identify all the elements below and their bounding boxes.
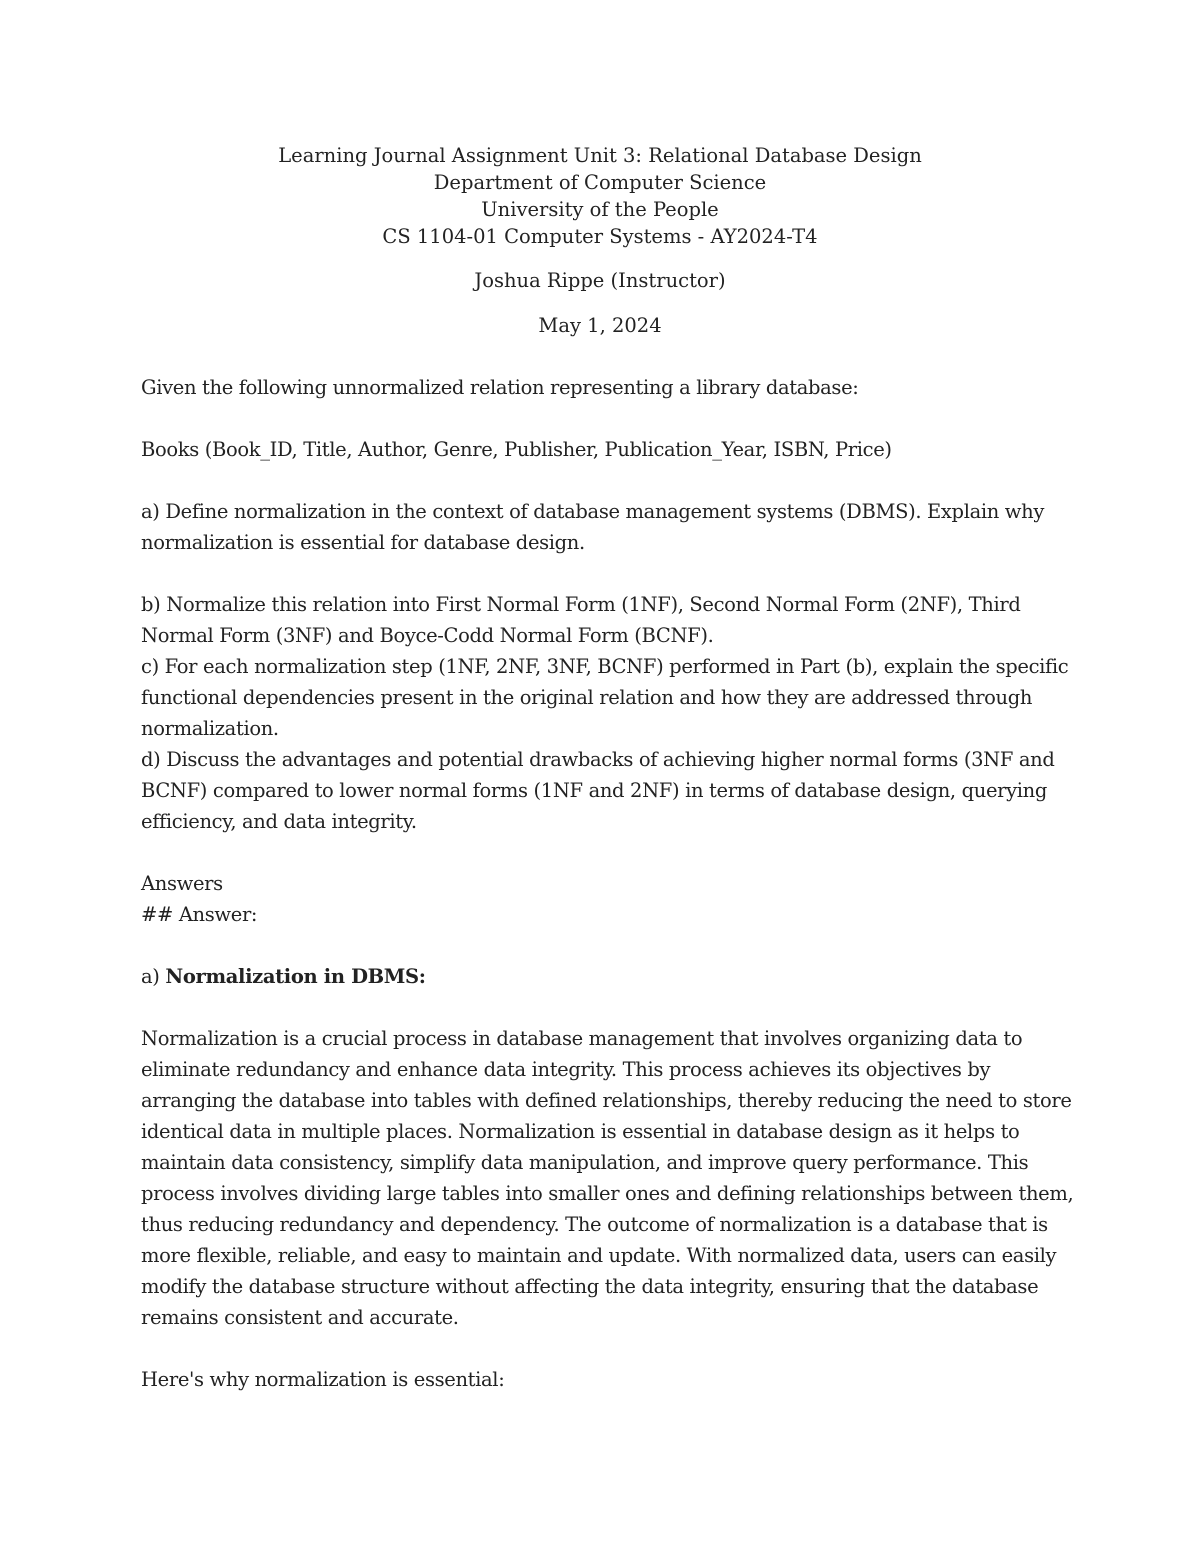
date: May 1, 2024	[538, 314, 662, 337]
course: CS 1104-01 Computer Systems - AY2024-T4	[382, 225, 818, 248]
university: University of the People	[481, 198, 719, 221]
why-essential-line: Here's why normalization is essential:	[141, 1368, 505, 1391]
relation-schema: Books (Book_ID, Title, Author, Genre, Publisher, Publication_Year, ISBN, Price)	[141, 438, 892, 461]
answer-a-heading	[141, 961, 1076, 992]
department: Department of Computer Science	[433, 171, 767, 194]
assignment-title: Learning Journal Assignment Unit 3: Relational Database Design	[278, 144, 922, 167]
answer-a-paragraph: Normalization is a crucial process in database management that involves organizing data to eliminate redundancy and enhance data integrity. This process achieves its objectives by arranging the database into tables with defined relationships, thereby reducing the need to store identical data in multiple places. Normalization is essential in database design as it helps to maintain data consistency, simplify data manipulation, and improve query performance. This process involves dividing large tables into smaller ones and defining relationships between them, thus reducing redundancy and dependency. The outcome of normalization is a database that is more flexible, reliable, and easy to maintain and update. With normalized data, users can easily modify the database structure without affecting the data integrity, ensuring that the database remains consistent and accurate.	[141, 1027, 1074, 1329]
answer-heading: ## Answer:	[141, 903, 258, 926]
question-b: b) Normalize this relation into First Normal Form (1NF), Second Normal Form (2NF), Third Normal Form (3NF) and Boyce-Codd Normal Form (BCNF).	[141, 593, 1021, 647]
document-header	[0, 142, 1200, 339]
question-d: d) Discuss the advantages and potential drawbacks of achieving higher normal forms (3NF and BCNF) compared to lower normal forms (1NF and 2NF) in terms of database design, querying efficiency, and data integrity.	[141, 748, 1055, 833]
question-c: c) For each normalization step (1NF, 2NF, 3NF, BCNF) performed in Part (b), explain the specific functional dependencies present in the original relation and how they are addressed through normalization.	[141, 655, 1069, 740]
instructor: Joshua Rippe (Instructor)	[474, 269, 726, 292]
answer-a-prefix: a)	[141, 965, 166, 988]
document-body	[141, 372, 1076, 1395]
answer-a-title: Normalization in DBMS:	[165, 965, 426, 988]
question-a: a) Define normalization in the context of database management systems (DBMS). Explain why normalization is essential for database design.	[141, 500, 1045, 554]
answers-label: Answers	[141, 872, 223, 895]
intro-paragraph: Given the following unnormalized relation representing a library database:	[141, 376, 859, 399]
